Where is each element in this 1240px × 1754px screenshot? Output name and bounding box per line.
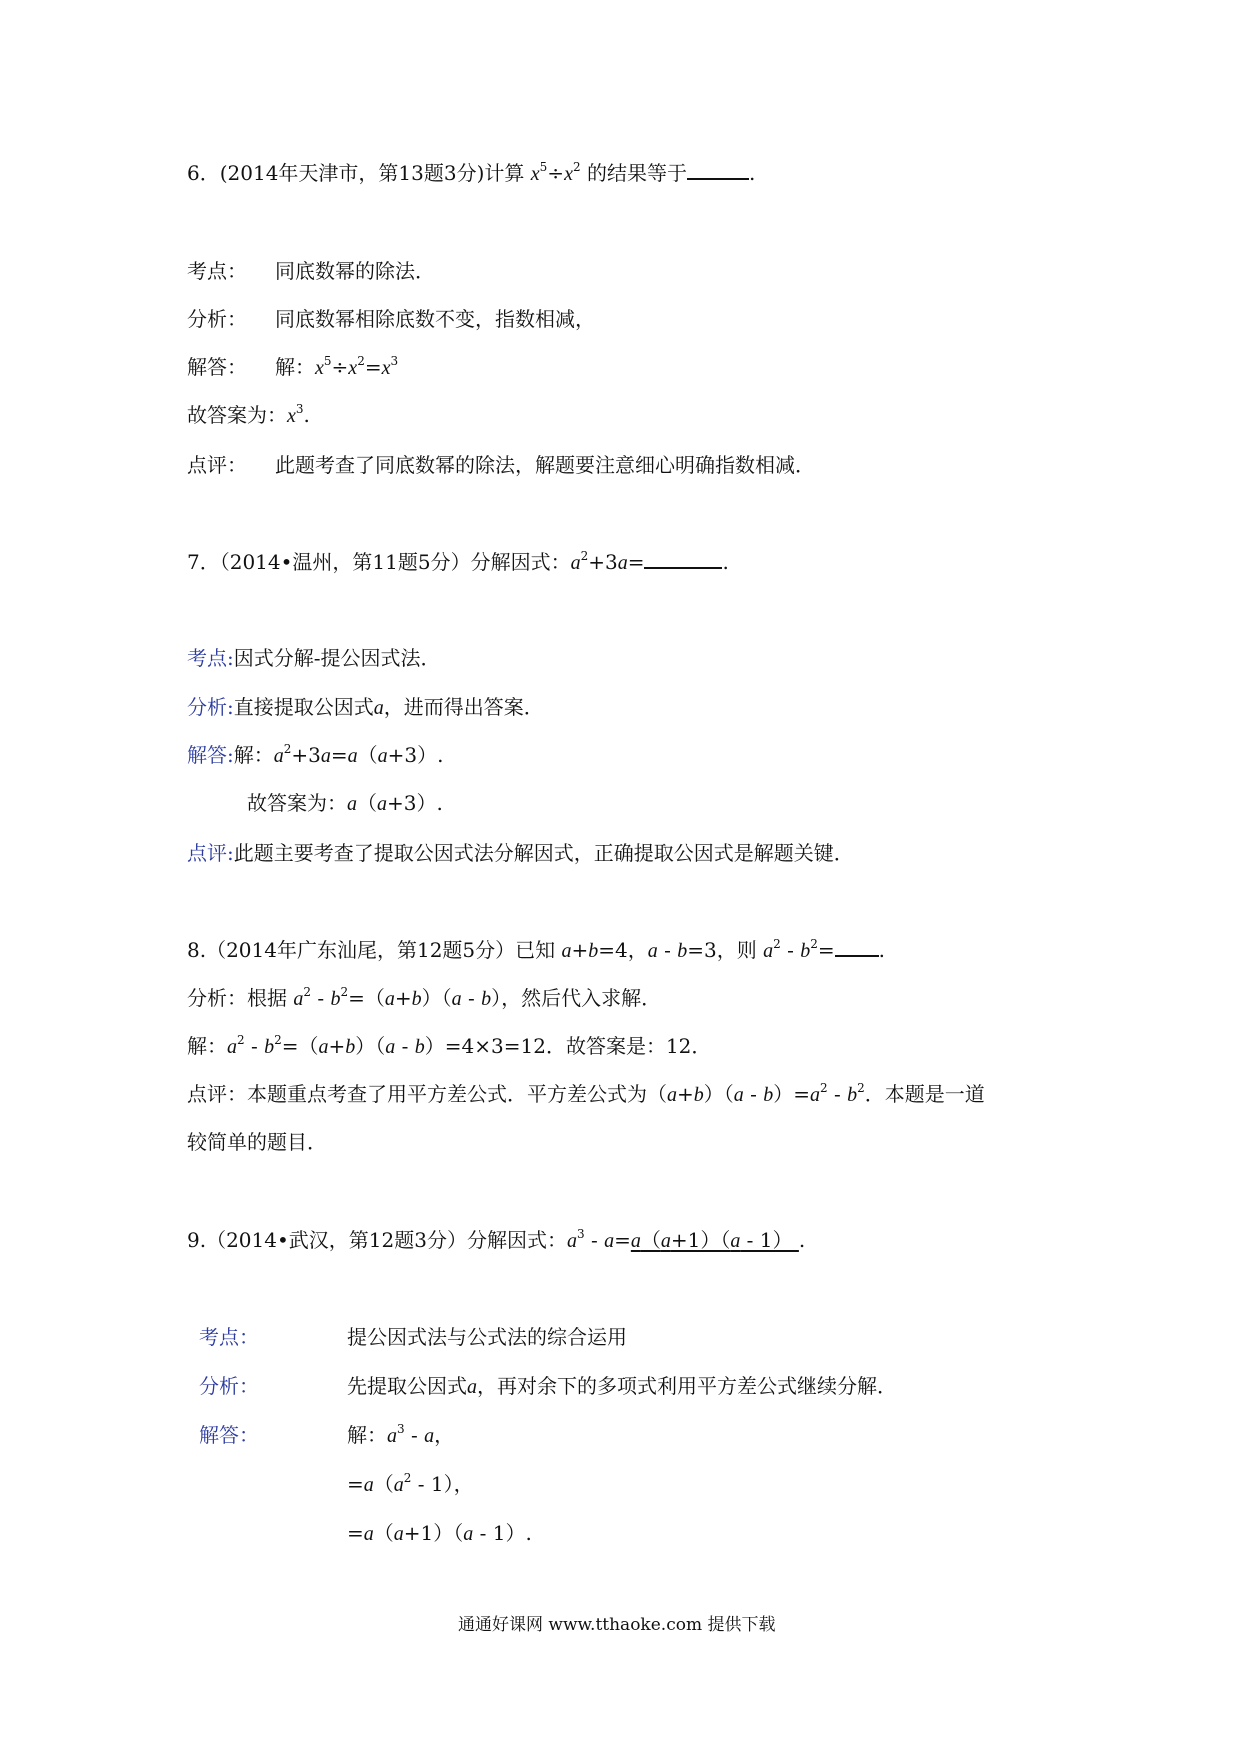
q7-answer-row (247, 788, 443, 819)
jieda-label: 解答： (187, 355, 247, 379)
q7-dianping-row (187, 838, 854, 868)
footer-text: 通通好课网 www.tthaoke.com 提供下载 (458, 1615, 776, 1635)
dianping-label: 点评: (187, 841, 234, 865)
q8-dianping-row: 点评：本题重点考查了用平方差公式．平方差公式为$(a+b)(a - b)=a^2 - b^2$．本题是一道 (187, 1081, 985, 1106)
q6-stem: 6．(2014年天津市，第13题3分)计算 $x^5\div x^2$ 的结果等于 . (187, 160, 756, 185)
jieda-label: 解答： (199, 1423, 259, 1447)
q7-jieda-row: 解答:解：$a^2+3a=a(a+3)$. (187, 742, 444, 767)
q8-expression: a+b=4，a - b=3，则 $a^2 - b^2=$ (561, 937, 835, 962)
q7-expression: $a^2+3a=$ (570, 549, 645, 574)
q8-fenxi-row: 分析：根据 $a^2 - b^2=(a+b)(a - b)$，然后代入求解． (187, 985, 662, 1010)
kaodian-text: 因式分解-提公因式法． (233, 646, 441, 670)
q7-answer: a（a+3）. (347, 791, 443, 815)
q6-answer: $x^3$ (287, 402, 304, 427)
q8-formula: $(a+b)(a - b)=a^2 - b^2$ (647, 1081, 865, 1106)
q8-solution: $a^2 - b^2=(a+b)(a - b)$ (227, 1033, 445, 1058)
dianping-text: 此题考查了同底数幂的除法，解题要注意细心明确指数相减． (275, 453, 815, 477)
dianping-label: 点评： (187, 453, 247, 477)
jieda-label: 解答: (187, 743, 234, 767)
kaodian-label: 考点: (187, 646, 234, 670)
kaodian-label: 考点： (187, 259, 247, 283)
fenxi-label: 分析: (187, 695, 234, 719)
jieda-label: 解： (187, 1034, 227, 1058)
answer-blank (687, 162, 749, 180)
q6-kaodian-row (187, 256, 435, 286)
q6-fenxi-row (187, 304, 595, 334)
q8-jieda-row: 解：$a^2 - b^2=(a+b)(a - b)=4\times 3=12$．故答案是：12． (187, 1033, 712, 1058)
q9-stem: 9.（2014•武汉，第12题3分）分解因式：$a^3 - a=a(a+1)(a - 1)$ . (187, 1227, 806, 1252)
q6-expression: $x^5\div x^2$ (530, 160, 581, 185)
q9-step-2: $=a(a^2 - 1)$， (347, 1471, 474, 1496)
q9-filled-answer: a（a+1）（a - 1） (630, 1228, 799, 1252)
q9-fenxi-row: 分析： 先提取公因式a，再对余下的多项式利用平方差公式继续分解． (199, 1371, 897, 1402)
q9-step-1: $a^3$ - a， (387, 1422, 455, 1447)
q6-answer-row: 故答案为：$x^3$. (187, 402, 310, 427)
fenxi-label: 分析： (187, 307, 247, 331)
kaodian-label: 考点： (199, 1325, 259, 1349)
kaodian-text: 同底数幂的除法． (275, 259, 435, 283)
dianping-label: 点评： (187, 1082, 247, 1106)
q6-solution: $x^5\div x^2=x^3$ (315, 354, 399, 379)
dianping-text: 此题主要考查了提取公因式法分解因式，正确提取公因式是解题关键． (233, 841, 854, 865)
fenxi-label: 分析： (199, 1374, 259, 1398)
answer-blank (644, 551, 722, 569)
answer-label: 故答案为： (187, 403, 287, 427)
fenxi-text: 同底数幂相除底数不变，指数相减， (275, 307, 595, 331)
answer-blank (835, 939, 879, 957)
q7-fenxi-row: 分析:直接提取公因式a，进而得出答案． (187, 695, 544, 719)
q8-stem: 8.（2014年广东汕尾，第12题5分）已知 a+b=4，a - b=3，则 $a^2 - b^2=$ . (187, 937, 885, 962)
fenxi-label: 分析： (187, 986, 247, 1010)
q9-jieda-row: 解答： 解：$a^3$ - a， (199, 1420, 454, 1451)
q6-dianping-row (187, 450, 815, 480)
q7-stem: 7．（2014•温州，第11题5分）分解因式：$a^2+3a=$ . (187, 549, 729, 574)
q6-jieda-row: 解答： 解：$x^5\div x^2=x^3$ (187, 352, 398, 383)
q8-formula: $a^2 - b^2=(a+b)(a - b)$ (293, 985, 502, 1010)
q7-kaodian-row (187, 643, 441, 673)
q9-kaodian-row (199, 1322, 627, 1352)
q9-expression: $a^3 - a=$ (566, 1227, 631, 1252)
q9-step-3: =a（a+1）（a - 1）. (347, 1521, 532, 1545)
kaodian-text: 提公因式法与公式法的综合运用 (347, 1325, 627, 1349)
answer-label: 故答案为： (247, 791, 347, 815)
q7-solution: $a^2+3a=a(a+3)$. (273, 742, 444, 767)
q8-dianping-row-2: 较简单的题目． (187, 1130, 327, 1154)
